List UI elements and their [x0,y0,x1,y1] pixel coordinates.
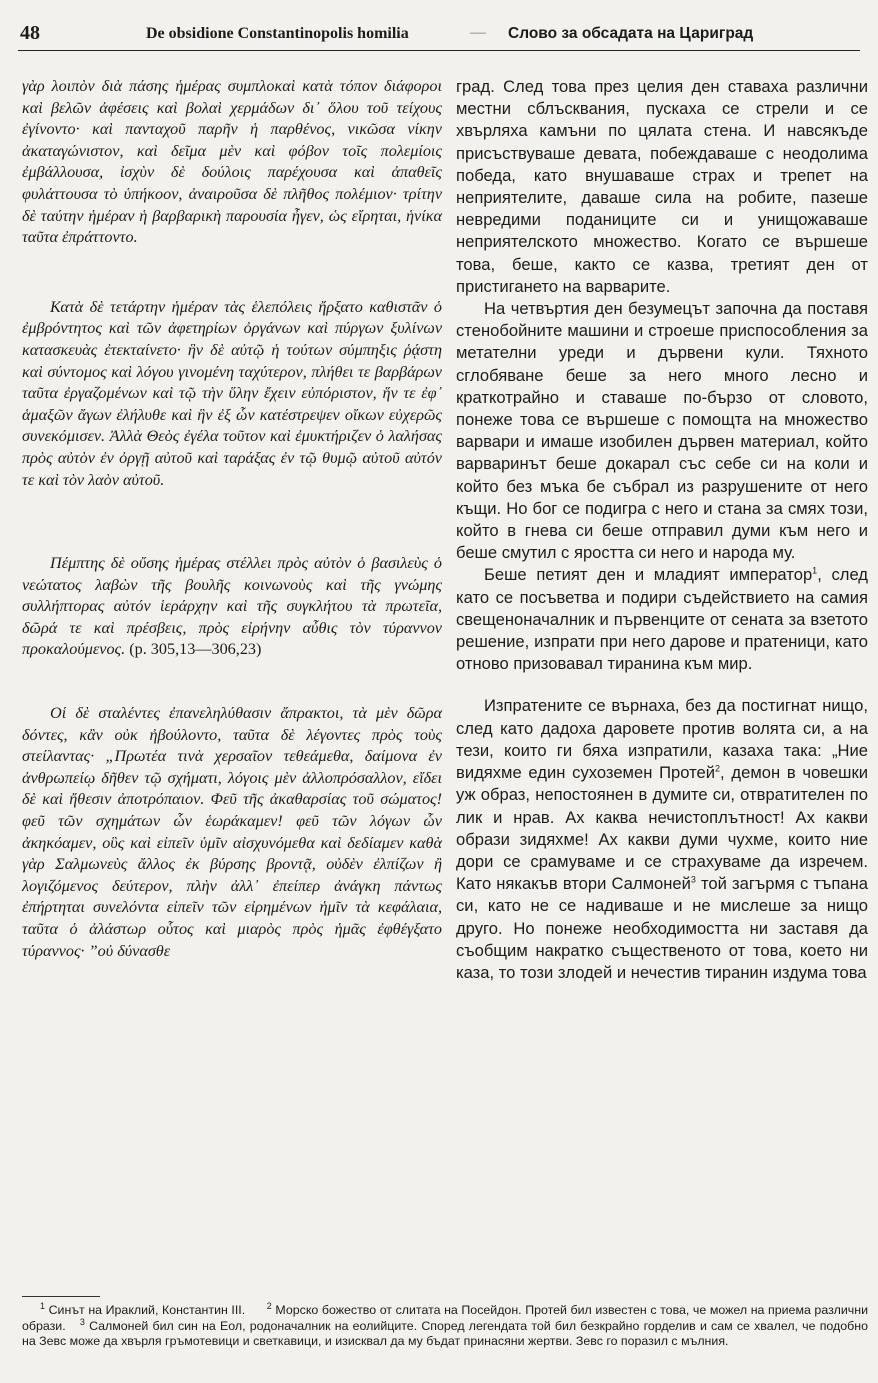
bulgarian-paragraph-3-text-a: Беше петият ден и младият император [484,565,813,585]
footnote-1-text: Синът на Ираклий, Константин III. [45,1303,246,1317]
bulgarian-paragraph-4-text-a: Изпратените се върнаха, без да постигнат нищо, след като дадоха даровете против волята си, а на тези, които ги бяха изпратили, казаха така: „Ние видяхме един сухоземен Протей [456,696,868,783]
bulgarian-paragraph-3-text-b: , след като се посъветва и подири съдействието на самия свещеноначалник и първенците от сената за взетото решение, изпрати при него дарове и пратеници, като отново призовавал тиранина към мир. [456,565,868,674]
bulgarian-paragraph-3 [456,564,868,675]
footnote-1-mark: 1 [40,1300,46,1311]
running-title-bulgarian: Слово за обсадата на Цариград [508,25,754,42]
footnote-1 [22,1300,246,1317]
running-title-dash: — [470,24,486,41]
running-title-latin: De obsidione Constantinopolis homilia [146,25,409,42]
footnote-ref-2: 2 [715,763,721,774]
bulgarian-paragraph-4-text-c: той загърмя с тъпана си, като не се надиваше и не мислеше за нищо друго. Но понеже необходимостта ни заставя да съобщим накратко същественото от това, което ни каза, то този злодей и нечестив тиранин издума това [456,874,868,982]
bulgarian-paragraph-2: На четвъртия ден безумецът започна да поставя стенобойните машини и строеше приспособления за метателни уреди и дървени кули. Тяхното сглобяване беше за него много лесно и краткотрайно и ставаше по-бързо от словото, понеже това се вършеше с помощта на множество варвари и имаше изобилен дървен материал, който варваринът беше докарал със себе си на коли и който без мъка бе събрал из разрушените от него къщи. Но бог се подигра с него и стана за смях този, който в гнева си беше отправил думи към него и беше смутил с яростта си него и народа му. [456,299,868,563]
bulgarian-paragraph-1: град. След това през целия ден ставаха различни местни сблъсквания, пускаха се стрели и се хвърляха камъни по цялата стена. И навсякъде присъствуваше девата, побеждаваше с неодолима победа, като внушаваше страх и трепет на неприятелите, даваше сила на робите, пазеше невредими поданиците си и унищожаваше неприятелското множество. Когато се вършеше това, беше, както се казва, третият ден от пристигането на варварите. [456,77,868,296]
footnote-3-text: Салмоней бил син на Еол, родоначалник на еолийците. Според легендата той бил безкрайно горделив и сам се хвалел, че подобно на Зевс може да хвърля гръмотевици и светкавици, и изисквал да му бъдат принасяни жертви. Зевс го поразил с мълния. [22,1318,868,1349]
greek-paragraph-3-text: Πέμπτης δὲ οὔσης ἡμέρας στέλλει πρὸς αὐτὸν ὁ βασιλεὺς ὁ νεώτατος λαβὼν τῆς βουλῆς κοινωνοὺς καὶ τῆς γνώμης συλλήπτορας αὐτόν ἱεράρχην καὶ τῆς συγκλήτου τὰ πρωτεῖα, δῶρά τε καὶ πρέσβεις, πρὸς εἰρήνην αὖθις τὸν τύραννον προκαλούμενος. [22,554,442,659]
footnote-3-mark: 3 [79,1316,85,1327]
footnote-2-mark: 2 [266,1300,272,1311]
bulgarian-paragraph-4 [456,695,868,984]
footnotes [22,1300,868,1350]
footnote-ref-1: 1 [812,565,818,576]
footnote-ref-3: 3 [690,874,696,885]
page-number: 48 [20,22,40,44]
running-header [18,22,860,51]
footnote-separator [22,1296,100,1297]
greek-paragraph-4: Οἱ δὲ σταλέντες ἐπανεληλύθασιν ἄπρακτοι, τὰ μὲν δῶρα δόντες, κἂν οὐκ ἠβούλοντο, ταῦτα δὲ λέγοντες πρὸς τοὺς στείλαντας· „Πρωτέα τινὰ χερσαῖον τεθεάμεθα, δαίμονα ἐν ἀνθρωπείῳ δῆθεν τῷ σχήματι, λόγοις μὲν ἀλλοπρόσαλλον, εἴδει δὲ καὶ ἤθεσιν ἀποτρόπαιον. Φεῦ τῆς ἀκαθαρσίας τοῦ σώματος! φεῦ τῶν σχημάτων ὧν ἑωράκαμεν! φεῦ τῶν λόγων ὧν ἀκηκόαμεν, οὓς καὶ εἰπεῖν ὑμῖν αἰσχυνόμεθα καὶ δεδίαμεν καθὰ γὰρ Σαλμωνεὺς ἄλλος ἐκ βύρσης βροντᾷ, οὐδὲν ἐλπίζων ἢ λογιζόμενος δεύτερον, πλὴν ἀλλ᾽ ἐπείπερ ἀνάγκη πάντως ἐπήρτηται συνελόντα εἰπεῖν τῶν εἰρημένων ἡμῖν τὰ κεφάλαια, ταῦτα ὁ ἀλάστωρ οὗτος καὶ μιαρὸς πρὸς ἡμᾶς ἐφθέγξατο τύραννος· ”οὐ δύνασθε [22,704,442,960]
footnote-2-text: Морско божество от слитата на Посейдон. Протей бил известен с това, че можел на приема различни образи. [22,1303,868,1333]
greek-paragraph-2: Κατὰ δὲ τετάρτην ἡμέραν τὰς ἑλεπόλεις ἤρξατο καθιστᾶν ὁ ἐμβρόντητος καὶ τῶν ἀφετηρίων ὀργάνων καὶ πύργων ξυλίνων κατασκευὰς ἐτεκταίνετο· ἣν δὲ αὐτῷ ἡ τούτων σύμπηξις ῥᾴστη καὶ σύντομος καὶ λόγου γινομένη ταχύτερον, πλήθει τε βαρβάρων ταῦτα ἐργαζομένων καὶ τῷ τὴν ὕλην ἔχειν εὐπόριστον, ἥν τε ἐφ᾽ ἁμαξῶν ἄγων ἐλήλυθε καὶ ἣν ἐξ ὧν κατέστρεψεν οἴκων εὐχερῶς συνεκόμισεν. Ἀλλὰ Θεὸς ἐγέλα τοῦτον καὶ ἐμυκτήριζεν ὁ λαλήσας πρὸς αὐτὸν ἐν ὀργῇ αὐτοῦ καὶ ταράξας ἐν τῷ θυμῷ αὐτοῦ αὐτόν τε καὶ τὸν λαὸν αὐτοῦ. [22,297,442,489]
greek-paragraph-1: γὰρ λοιπὸν διὰ πάσης ἡμέρας συμπλοκαὶ κατὰ τόπον διάφοροι καὶ βελῶν ἀφέσεις καὶ βολαὶ χερμάδων δι᾽ ὅλου τοῦ τείχους ἐγίνοντο· καὶ πανταχοῦ παρῆν ἡ παρθένος, νικῶσα νίκην ἀκαταγώνιστον, καὶ δεῖμα μὲν καὶ φόβον τοῖς πολεμίοις ἐμβάλλουσα, ἰσχὺν δὲ δούλοις παρέχουσα καὶ ἀπαθεῖς φυλάττουσα τὸ ὑπήκοον, ἀναιροῦσα δὲ πλῆθος πολέμιον· τρίτην δὲ ταύτην ἡμέραν ἡ βαρβαρικὴ παρουσία ἦγεν, ὡς εἴρηται, ἡνίκα ταῦτα ἐπράττοντο. [22,77,442,247]
bulgarian-paragraph-4-text-b: , демон в човешки уж образ, непостоянен в думите си, отвратителен по лик и нрав. Ах каква нечистоплътност! Ах какви образи зидяхме! Ах какви думи чухме, които ние дори се срамуваме и се страхуваме да изречем. Като някакъв втори Салмоней [456,763,868,894]
bulgarian-translation-column [456,76,868,984]
page-reference: (p. 305,13—306,23) [129,640,262,659]
greek-text-column [22,76,442,962]
greek-paragraph-3 [22,553,442,661]
